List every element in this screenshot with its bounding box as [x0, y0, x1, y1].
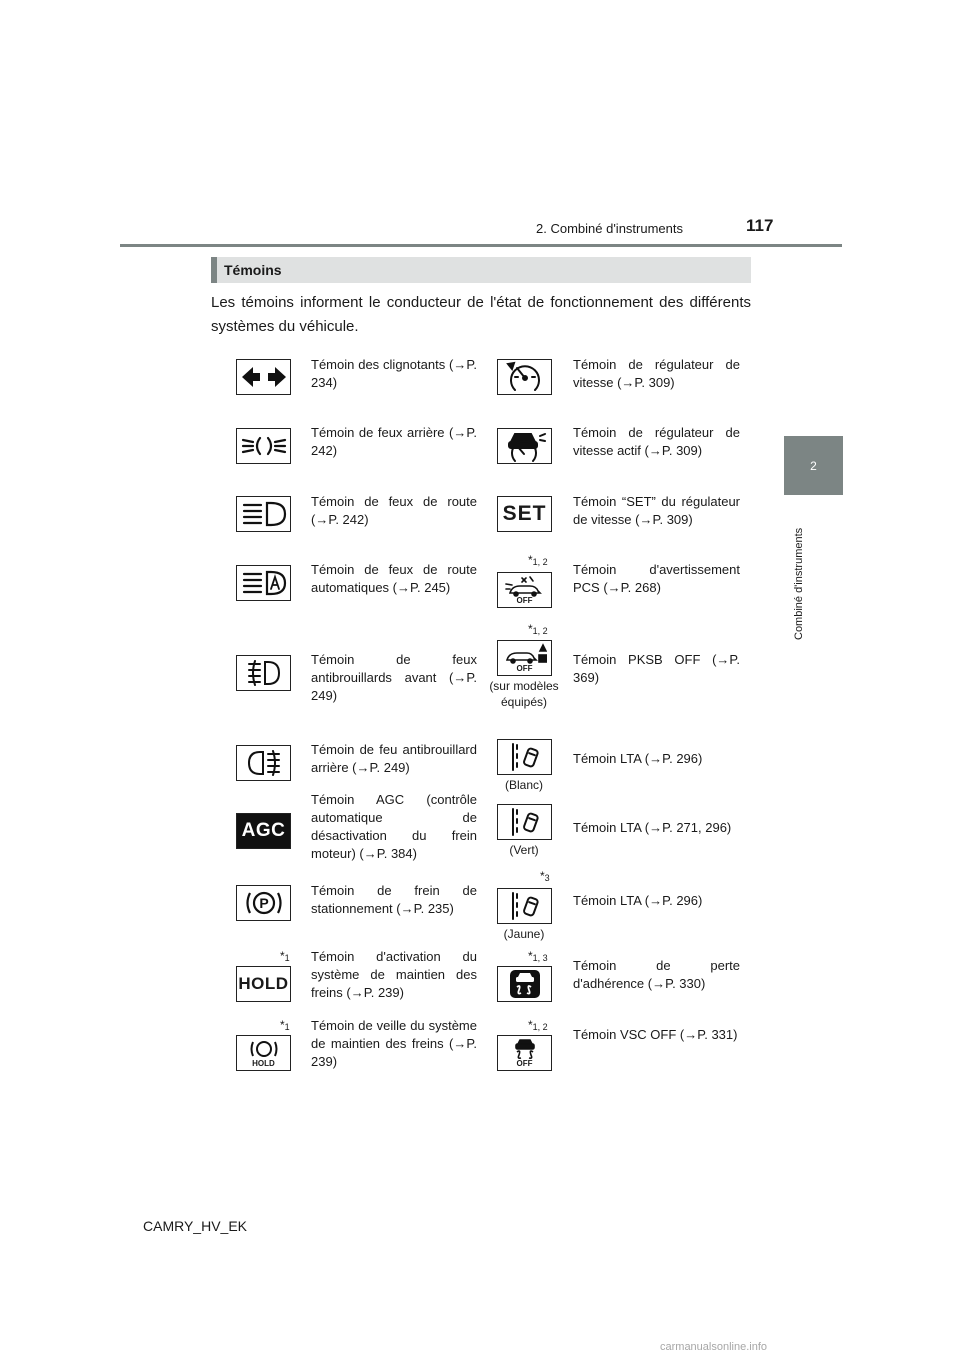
desc-turn-signal: Témoin des clignotants (→P. 234): [311, 357, 477, 390]
lta-yellow-icon: [497, 888, 552, 924]
desc-auto-high-beam: Témoin de feux de route automatiques (→P. 245): [311, 562, 477, 595]
header-rule: [120, 244, 842, 247]
lta-white-icon: [497, 739, 552, 775]
high-beam-icon: [236, 496, 291, 532]
desc-cruise-active: Témoin de régulateur de vitesse actif (→P. 309): [573, 425, 740, 458]
desc-tail-light: Témoin de feux arrière (→P. 242): [311, 425, 477, 458]
note-lta-yellow: (Jaune): [503, 927, 545, 941]
parking-brake-icon: [236, 885, 291, 921]
asterisk-vsc-off: $*_{1, 2}$: [528, 1018, 548, 1032]
set-icon: SET: [497, 496, 552, 532]
page-number: 117: [746, 216, 774, 235]
vsc-off-icon: OFF: [497, 1035, 552, 1071]
desc-lta-white: Témoin LTA (→P. 296): [573, 751, 703, 766]
rear-fog-light-icon: [236, 745, 291, 781]
desc-hold-standby: Témoin de veille du système de maintien des freins (→P. 239): [311, 1018, 477, 1069]
desc-cruise-control: Témoin de régulateur de vitesse (→P. 309): [573, 357, 740, 390]
desc-set: Témoin “SET” du régulateur de vitesse (→P. 309): [573, 494, 740, 527]
desc-hold: Témoin d'activation du système de maintien des freins (→P. 239): [311, 949, 477, 1000]
auto-high-beam-icon: [236, 565, 291, 601]
section-intro: Les témoins informent le conducteur de l'état de fonctionnement des différents systèmes du véhicule.: [211, 294, 751, 335]
turn-signal-icon: [236, 359, 291, 395]
desc-vsc-off: Témoin VSC OFF (→P. 331): [573, 1027, 738, 1042]
watermark: carmanualsonline.info: [660, 1341, 768, 1353]
running-header: 2. Combiné d'instruments: [536, 221, 683, 236]
pksb-off-icon: OFF: [497, 640, 552, 676]
lta-green-icon: [497, 804, 552, 840]
hold-standby-icon: HOLD: [236, 1035, 291, 1071]
chapter-tab: 2: [784, 436, 843, 495]
note-pksb: (sur modèles équipés): [489, 679, 559, 709]
note-lta-white: (Blanc): [504, 778, 543, 792]
desc-lta-yellow: Témoin LTA (→P. 296): [573, 893, 703, 908]
desc-slip: Témoin de perte d'adhérence (→P. 330): [573, 958, 740, 991]
section-title: Témoins: [224, 262, 282, 278]
desc-parking-brake: Témoin de frein de stationnement (→P. 235): [311, 883, 477, 916]
desc-agc: Témoin AGC (contrôle automatique de désactivation du frein moteur) (→P. 384): [311, 792, 477, 861]
asterisk-lta-yellow: $*_3$: [540, 869, 550, 883]
desc-rear-fog-light: Témoin de feu antibrouillard arrière (→P. 249): [311, 742, 477, 775]
cruise-control-icon: [497, 359, 552, 395]
agc-icon: AGC: [236, 813, 291, 849]
desc-front-fog-light: Témoin de feux antibrouillards avant (→P. 249): [311, 652, 477, 703]
hold-icon: HOLD: [236, 966, 291, 1002]
asterisk-hold: $*_1$: [280, 949, 290, 963]
slip-indicator-icon: [497, 966, 552, 1002]
pcs-warning-icon: OFF: [497, 572, 552, 608]
tail-light-icon: [236, 428, 291, 464]
front-fog-light-icon: [236, 655, 291, 691]
desc-lta-green: Témoin LTA (→P. 271, 296): [573, 820, 732, 835]
svg-text:P: P: [258, 895, 269, 911]
note-lta-green: (Vert): [509, 843, 539, 857]
asterisk-hold-standby: $*_1$: [280, 1018, 290, 1032]
chapter-label: Combiné d'instruments: [793, 527, 805, 640]
desc-high-beam: Témoin de feux de route (→P. 242): [311, 494, 477, 527]
asterisk-slip: $*_{1, 3}$: [528, 949, 548, 963]
asterisk-pksb: $*_{1, 2}$: [528, 622, 548, 636]
model-code: CAMRY_HV_EK: [143, 1218, 248, 1234]
cruise-active-icon: [497, 428, 552, 464]
desc-pcs-warning: Témoin d'avertissement PCS (→P. 268): [573, 562, 740, 595]
asterisk-pcs: $*_{1, 2}$: [528, 553, 548, 567]
section-heading: [211, 257, 751, 283]
desc-pksb-off: Témoin PKSB OFF (→P. 369): [573, 652, 740, 685]
